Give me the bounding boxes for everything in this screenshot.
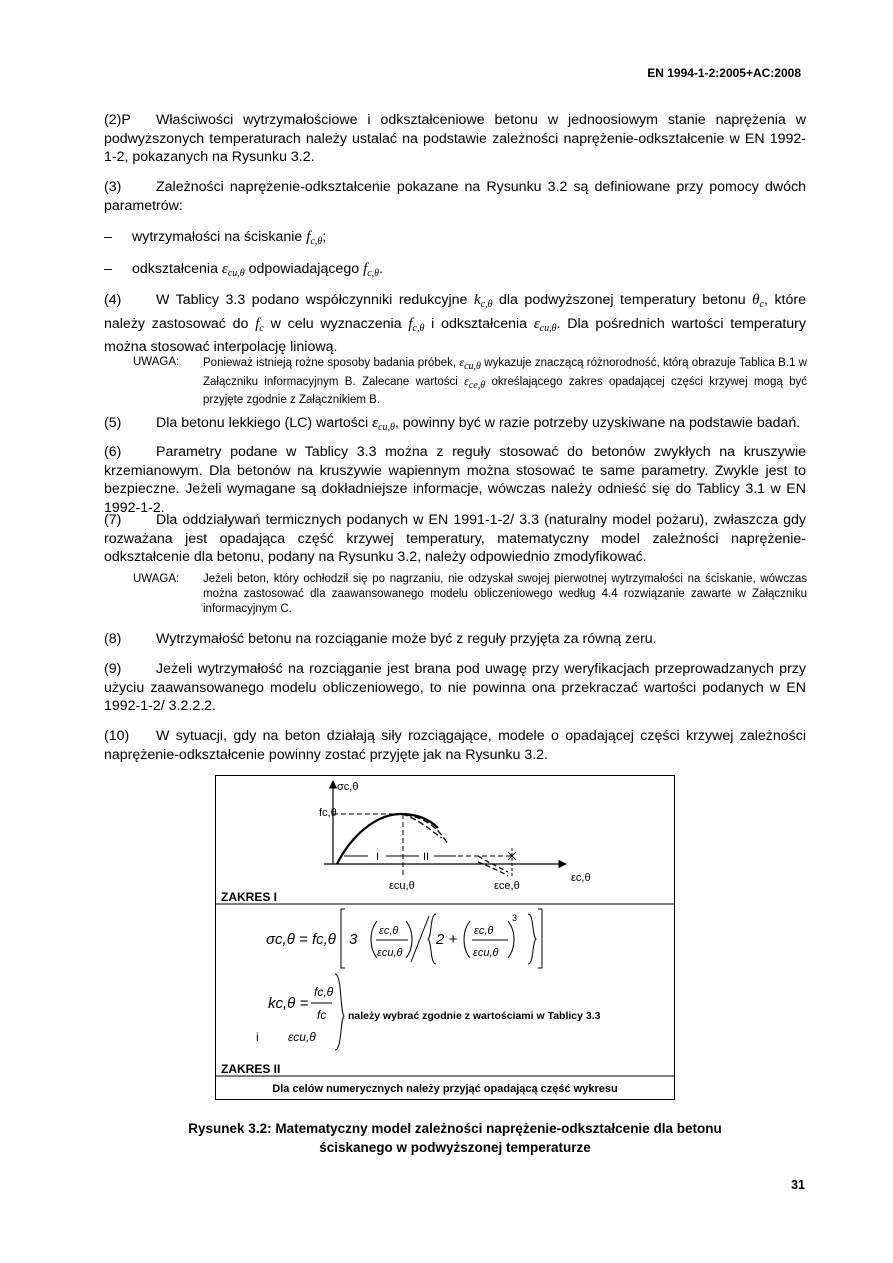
formula-frac1-num: εc,θ <box>379 925 399 937</box>
standard-reference: EN 1994-1-2:2005+AC:2008 <box>647 66 801 80</box>
eps-cu-formula: εcu,θ <box>288 1030 316 1044</box>
formula-slash <box>411 916 429 962</box>
formula-two-plus: 2 + <box>436 931 458 948</box>
paragraph-number: (6) <box>104 444 122 460</box>
paragraph-7 <box>104 511 806 567</box>
note-text: Ponieważ istnieją rożne sposoby badania próbek, $\varepsilon_{cu,\theta}$ wykazuje znaczącą różnorodność, którą obrazuje Tablica B.1 w Załączniku informacyjnym B. Zalecane wartości $\varepsilon_{ce,\theta}$ określającego zakres opadającej części krzywej mogą być przyjęte zgodnie z Załącznikiem B. <box>203 355 807 406</box>
k-num: fc,θ <box>314 985 334 999</box>
note-1 <box>133 355 807 408</box>
paragraph-number: (2)P <box>104 112 131 128</box>
paragraph-4: (4) W Tablicy 3.3 podano współczynniki redukcyjne $k_{c,\theta}$ dla podwyższonej temperatury betonu $\theta_c$, które należy zastosować do $f_c$ w celu wyznaczenia $f_{c,\theta}$ i odkształcenia $\varepsilon_{cu,\theta}$. Dla pośrednich wartości temperatury można stosować interpolację liniową. <box>104 292 806 355</box>
list-text: odpowiadającego <box>248 261 360 277</box>
page-number: 31 <box>791 1178 805 1192</box>
note-label: UWAGA: <box>133 573 180 585</box>
paragraph-text: W sytuacji, gdy na beton działają siły rozciągające, modele o opadającej części krzywej zależności naprężenie-odkształcenie powinny zostać przyjęte jak na Rysunku 3.2. <box>104 728 806 763</box>
paragraph-3 <box>104 178 806 215</box>
caption-line-1: Rysunek 3.2: Matematyczny model zależności naprężenie-odkształcenie dla betonu <box>188 1121 722 1136</box>
paragraph-number: (4) <box>104 292 122 308</box>
math-symbol: $f_{c,\theta}$ <box>306 229 323 247</box>
region-2-label: II <box>423 851 430 863</box>
right-brace <box>335 974 344 1050</box>
paragraph-8 <box>104 630 806 649</box>
paragraph-number: (8) <box>104 631 122 647</box>
paragraph-text: Zależności naprężenie-odkształcenie pokazane na Rysunku 3.2 są definiowane przy pomocy dwóch parametrów: <box>104 179 806 214</box>
paragraph-text: Dla oddziaływań termicznych podanych w EN 1991-1-2/ 3.3 (naturalny model pożaru), zwłaszcza gdy rozważana jest opadająca część krzywej temperatury, matematyczny model zależności naprężenie-odkształcenie dla betonu, podany na Rysunku 3.2, należy odpowiednio zmodyfikować. <box>104 512 806 565</box>
formula-power: 3 <box>512 913 518 923</box>
formula-brace-right <box>528 914 536 964</box>
region-1-label: I <box>376 851 380 863</box>
list-item <box>104 228 326 252</box>
paragraph-number: (3) <box>104 179 122 195</box>
paragraph-6 <box>104 443 806 517</box>
zakres-2-label: ZAKRES II <box>221 1062 281 1076</box>
formula-frac2-num: εc,θ <box>474 925 494 937</box>
zakres-2-text: Dla celów numerycznych należy przyjąć opadającą część wykresu <box>272 1083 618 1095</box>
list-text: wytrzymałości na ściskanie <box>132 229 303 245</box>
y-axis-label: σc,θ <box>337 781 359 793</box>
paragraph-number: (7) <box>104 512 122 528</box>
i-word: i <box>256 1030 259 1044</box>
formula-bracket-right <box>538 909 542 968</box>
paragraph-text: Właściwości wytrzymałościowe i odkształceniowe betonu w jednoosiowym stanie naprężenia w podwyższonych temperaturach należy ustalać na podstawie zależności naprężenie-odkształcenie w EN 1992-1-2, pokazanych na Rysunku 3.2. <box>104 112 806 165</box>
figure-caption <box>104 1120 806 1157</box>
math-symbol: $\varepsilon_{cu,\theta}$ <box>221 261 245 279</box>
list-tail: ; <box>322 229 327 245</box>
eps-ce-label: εce,θ <box>494 880 520 892</box>
list-item <box>104 260 383 284</box>
paragraph-number: (5) <box>104 415 122 431</box>
formula-paren2-left <box>464 921 470 958</box>
formula-brace-left <box>428 914 436 964</box>
caption-line-2: ściskanego w podwyższonej temperaturze <box>319 1139 591 1155</box>
note-label: UWAGA: <box>133 356 180 368</box>
formula-frac1-den: εcu,θ <box>377 947 403 959</box>
paragraph-number: (10) <box>104 728 130 744</box>
figure-svg <box>216 776 674 1099</box>
k-den: fc <box>317 1008 327 1022</box>
list-dash: – <box>104 261 112 277</box>
list-tail: . <box>379 261 384 277</box>
formula-paren2-right <box>508 921 514 958</box>
peak-label: fc,θ <box>319 807 337 819</box>
paragraph-text: Parametry podane w Tablicy 3.3 można z reguły stosować do betonów zwykłych na kruszywie krzemianowym. Dla betonów na kruszywie wapiennym można stosować te same parametry. Zwykle jest to bezpieczne. Jeżeli wymagane są dokładniejsze informacje, wówczas należy odnieść się do Tablicy 3.1 w EN 1992-1-2. <box>104 444 806 516</box>
list-text: odkształcenia <box>132 261 218 277</box>
note-2 <box>133 572 807 617</box>
paragraph-9 <box>104 660 806 716</box>
k-lhs: kc,θ = <box>268 995 309 1012</box>
list-dash: – <box>104 229 112 245</box>
paragraph-10 <box>104 727 806 764</box>
paragraph-5: (5) Dla betonu lekkiego (LC) wartości $\varepsilon_{cu,\theta}$, powinny być w razie potrzeby uzyskiwane na podstawie badań. <box>104 415 801 433</box>
figure-3-2 <box>215 775 675 1100</box>
zakres-1-label: ZAKRES I <box>221 890 278 904</box>
eps-cu-label: εcu,θ <box>389 880 415 892</box>
paragraph-2p <box>104 111 806 167</box>
x-axis-label: εc,θ <box>571 872 591 884</box>
paragraph-number: (9) <box>104 661 122 677</box>
math-symbol: $f_{c,\theta}$ <box>363 261 380 279</box>
formula-paren-right <box>406 921 412 958</box>
note-text: Jeżeli beton, który ochłodził się po nagrzaniu, nie odzyskał swojej pierwotnej wytrzymałości na ściskanie, wówczas można zastosować dla zaawansowanego modelu obliczeniowego według 4.4 rozwiązanie zawarte w Załączniku informacyjnym C. <box>203 573 807 615</box>
formula-frac2-den: εcu,θ <box>473 947 499 959</box>
formula-lhs: σc,θ = fc,θ <box>266 931 336 948</box>
brace-note: należy wybrać zgodnie z wartościami w Tablicy 3.3 <box>348 1010 601 1022</box>
formula-bracket-left <box>341 909 345 968</box>
paragraph-text: Wytrzymałość betonu na rozciąganie może być z reguły przyjęta za równą zeru. <box>156 631 657 647</box>
formula-three: 3 <box>349 931 358 948</box>
paragraph-text: Jeżeli wytrzymałość na rozciąganie jest brana pod uwagę przy weryfikacjach przeprowadzanych przy użyciu zaawansowanego modelu obliczeniowego, to nie powinna ona przekraczać wartości podanych w EN 1992-1-2/ 3.2.2.2. <box>104 661 806 714</box>
